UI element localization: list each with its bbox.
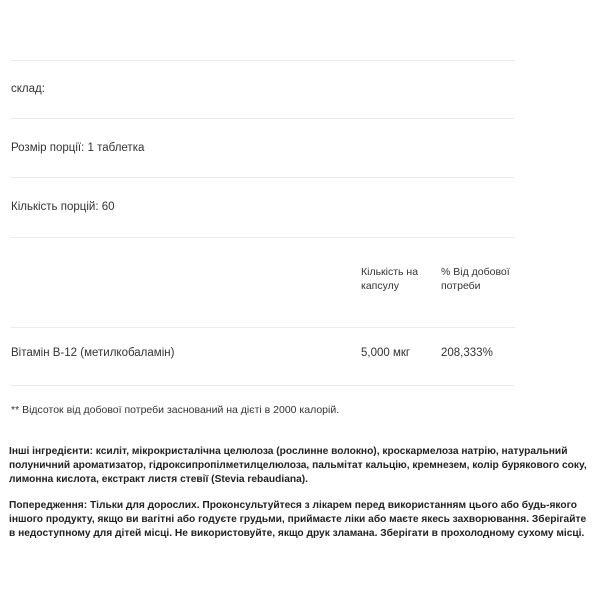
divider-top bbox=[10, 60, 515, 61]
divider-after-serving-size bbox=[10, 177, 515, 178]
nutrient-name: Вітамін B-12 (метилкобаламін) bbox=[11, 347, 175, 359]
divider-after-composition bbox=[10, 118, 515, 119]
column-header-amount-per-serving: Кількість на капсулу bbox=[361, 266, 419, 292]
nutrient-daily-value: 208,333% bbox=[441, 347, 493, 359]
divider-above-table-header bbox=[10, 237, 515, 238]
divider-below-table-header bbox=[10, 327, 515, 328]
divider-below-table-row bbox=[10, 385, 515, 386]
servings-per-container-text: Кількість порцій: 60 bbox=[11, 201, 115, 213]
composition-heading: склад: bbox=[11, 83, 45, 95]
warning-paragraph: Попередження: Тільки для дорослих. Проконсультуйтеся з лікарем перед використанням цього або будь-якого іншого продукту, якщо ви вагітні або годуєте грудьми, приймаєте ліки або маєте якесь захворювання. Зберігайте в недоступному для дітей місці. Не використовуйте, якщо друк зламана. Зберігати в прохолодному сухому місці. bbox=[9, 500, 587, 540]
daily-value-footnote: ** Відсоток від добової потреби заснований на дієті в 2000 калорій. bbox=[11, 404, 340, 416]
other-ingredients-paragraph: Інші інгредієнти: ксиліт, мікрокристалічна целюлоза (рослинне волокно), кроскармелоза натрію, натуральний полуничний ароматизатор, гідроксипропілметилцелюлоза, пальмітат кальцію, кремнезем, колір бурякового соку, лимонна кислота, екстракт листя стевії (Stevia rebaudiana). bbox=[9, 446, 587, 486]
nutrient-amount: 5,000 мкг bbox=[361, 347, 411, 359]
column-header-percent-daily-value: % Від добової потреби bbox=[441, 266, 510, 292]
serving-size-text: Розмір порції: 1 таблетка bbox=[11, 142, 145, 154]
